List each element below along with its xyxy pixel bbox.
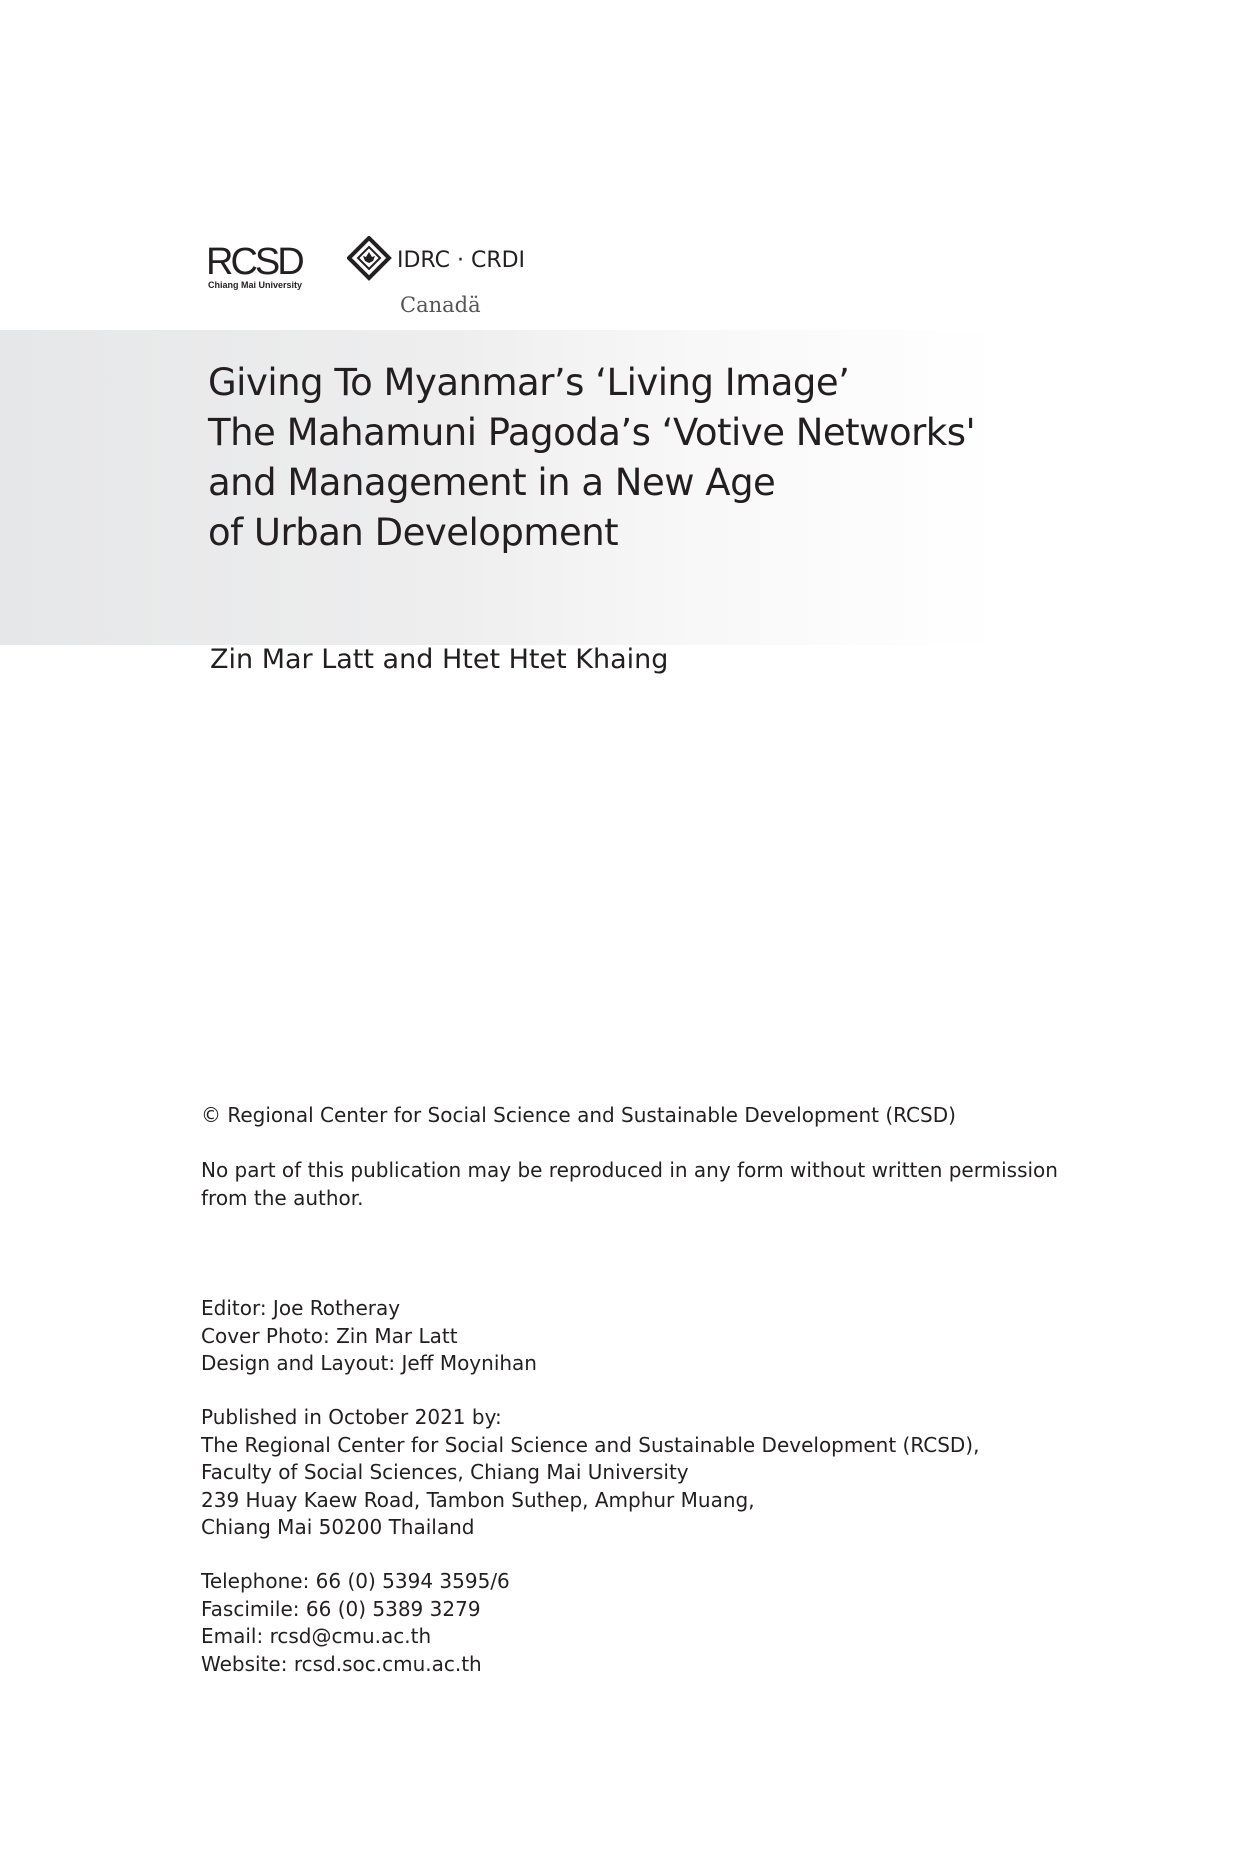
publisher-info xyxy=(201,1404,979,1542)
design-credit: Design and Layout: Jeff Moynihan xyxy=(201,1351,537,1375)
website: Website: rcsd.soc.cmu.ac.th xyxy=(201,1651,482,1676)
title-line: and Management in a New Age xyxy=(208,461,776,504)
document-title xyxy=(208,358,1008,558)
fax: Fascimile: 66 (0) 5389 3279 xyxy=(201,1596,481,1621)
rcsd-logo-subtitle: Chiang Mai University xyxy=(208,280,303,290)
credits xyxy=(201,1295,537,1378)
publisher-line: 239 Huay Kaew Road, Tambon Suthep, Amphur Muang, xyxy=(201,1487,755,1512)
publisher-line: Published in October 2021 by: xyxy=(201,1405,502,1429)
idrc-logo-text: IDRC · CRDI xyxy=(397,248,526,273)
canada-wordmark-text: Canadä xyxy=(400,293,481,317)
contact-info xyxy=(201,1568,510,1678)
publisher-line: Chiang Mai 50200 Thailand xyxy=(201,1515,475,1539)
publisher-line: Faculty of Social Sciences, Chiang Mai University xyxy=(201,1460,689,1484)
copyright-line: © Regional Center for Social Science and Sustainable Development (RCSD) xyxy=(201,1103,956,1127)
copyright-notice xyxy=(201,1102,956,1130)
canada-wordmark xyxy=(400,290,490,318)
reproduction-notice xyxy=(201,1157,1058,1212)
title-line: Giving To Myanmar’s ‘Living Image’ xyxy=(208,361,850,404)
title-line: The Mahamuni Pagoda’s ‘Votive Networks' xyxy=(208,411,976,454)
publisher-line: The Regional Center for Social Science and Sustainable Development (RCSD), xyxy=(201,1432,980,1457)
authors: Zin Mar Latt and Htet Htet Khaing xyxy=(210,644,669,675)
idrc-logo xyxy=(347,236,537,284)
notice-line: No part of this publication may be reproduced in any form without written permission xyxy=(201,1158,1058,1182)
editor-credit: Editor: Joe Rotheray xyxy=(201,1296,401,1320)
email: Email: rcsd@cmu.ac.th xyxy=(201,1624,432,1648)
rcsd-logo xyxy=(206,236,316,292)
telephone: Telephone: 66 (0) 5394 3595/6 xyxy=(201,1569,510,1593)
notice-line: from the author. xyxy=(201,1185,364,1210)
title-line: of Urban Development xyxy=(208,511,619,554)
rcsd-logo-text: RCSD xyxy=(206,241,302,283)
idrc-emblem-icon xyxy=(349,238,389,278)
cover-photo-credit: Cover Photo: Zin Mar Latt xyxy=(201,1323,458,1348)
